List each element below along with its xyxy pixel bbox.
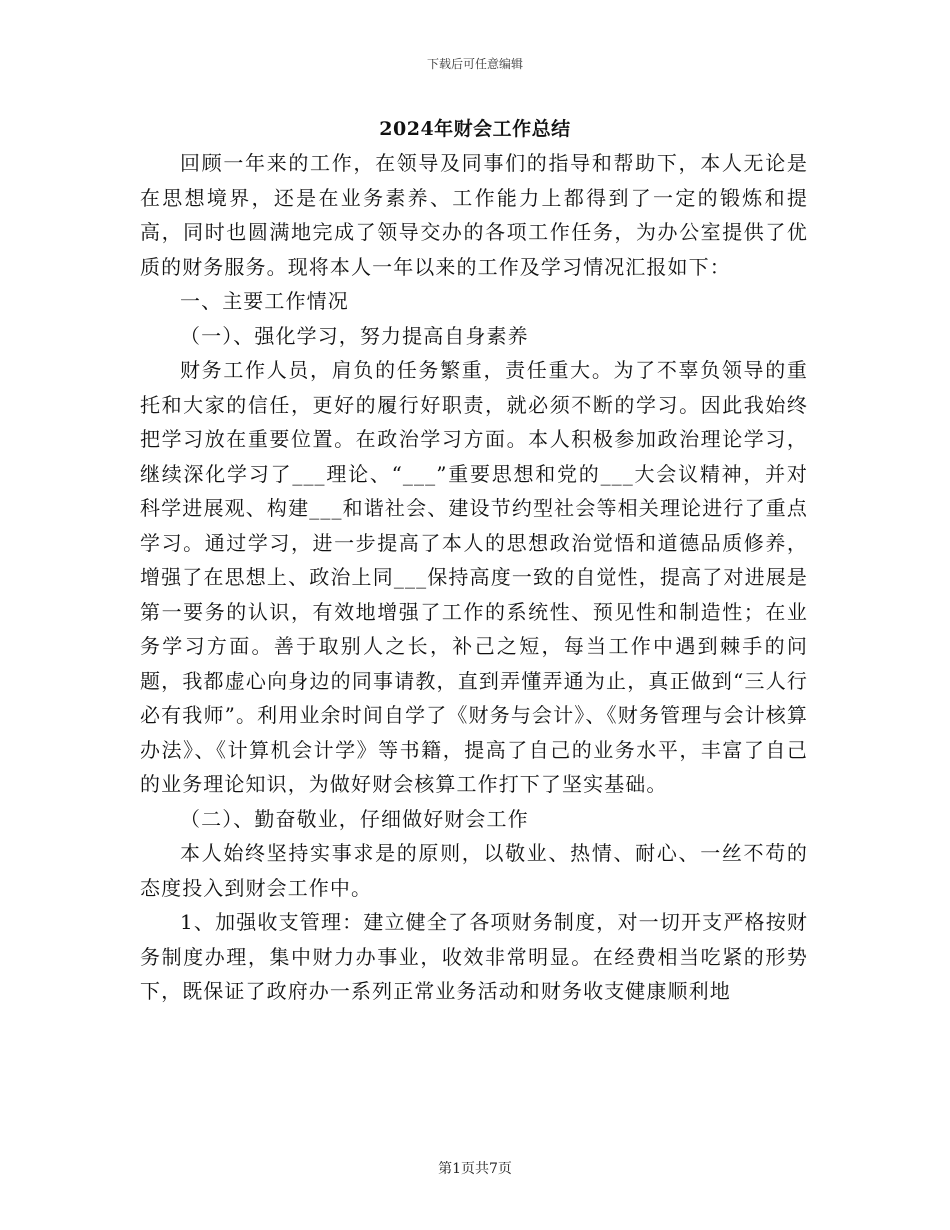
paragraph-revenue-management: 1、加强收支管理：建立健全了各项财务制度，对一切开支严格按财务制度办理，集中财力办事业，收效非常明显。在经费相当吃紧的形势下，既保证了政府办一系列正常业务活动和财务收支健康顺利地	[140, 910, 808, 1003]
paragraph-study: 财务工作人员，肩负的任务繁重，责任重大。为了不辜负领导的重托和大家的信任，更好的履行好职责，就必须不断的学习。因此我始终把学习放在重要位置。在政治学习方面。本人积极参加政治理论学习，继续深化学习了___理论、“___”重要思想和党的___大会议精神，并对科学进展观、构建___和谐社会、建设节约型社会等相关理论进行了重点学习。通过学习，进一步提高了本人的思想政治觉悟和道德品质修养，增强了在思想上、政治上同___保持高度一致的自觉性，提高了对进展是第一要务的认识，有效地增强了工作的系统性、预见性和制造性；在业务学习方面。善于取别人之长，补己之短，每当工作中遇到棘手的问题，我都虚心向身边的同事请教，直到弄懂弄通为止，真正做到“三人行必有我师”。利用业余时间自学了《财务与会计》、《财务管理与会计核算办法》、《计算机会计学》等书籍，提高了自己的业务水平，丰富了自己的业务理论知识，为做好财会核算工作打下了坚实基础。	[140, 358, 808, 796]
paragraph-intro: 回顾一年来的工作，在领导及同事们的指导和帮助下，本人无论是在思想境界，还是在业务素养、工作能力上都得到了一定的锻炼和提高，同时也圆满地完成了领导交办的各项工作任务，为办公室提供了优质的财务服务。现将本人一年以来的工作及学习情况汇报如下：	[140, 151, 808, 279]
document-body	[140, 146, 808, 1009]
subsection-heading-2: （二）、勤奋敬业，仔细做好财会工作	[180, 806, 529, 831]
document-title: 2024年财会工作总结	[379, 118, 571, 140]
page-footer: 第1页共7页	[438, 1161, 512, 1177]
section-heading-1: 一、主要工作情况	[180, 289, 349, 313]
header-note: 下载后可任意编辑	[426, 57, 523, 71]
subsection-heading-1: （一）、强化学习，努力提高自身素养	[180, 323, 529, 348]
paragraph-attitude: 本人始终坚持实事求是的原则，以敬业、热情、耐心、一丝不苟的态度投入到财会工作中。	[140, 841, 808, 900]
